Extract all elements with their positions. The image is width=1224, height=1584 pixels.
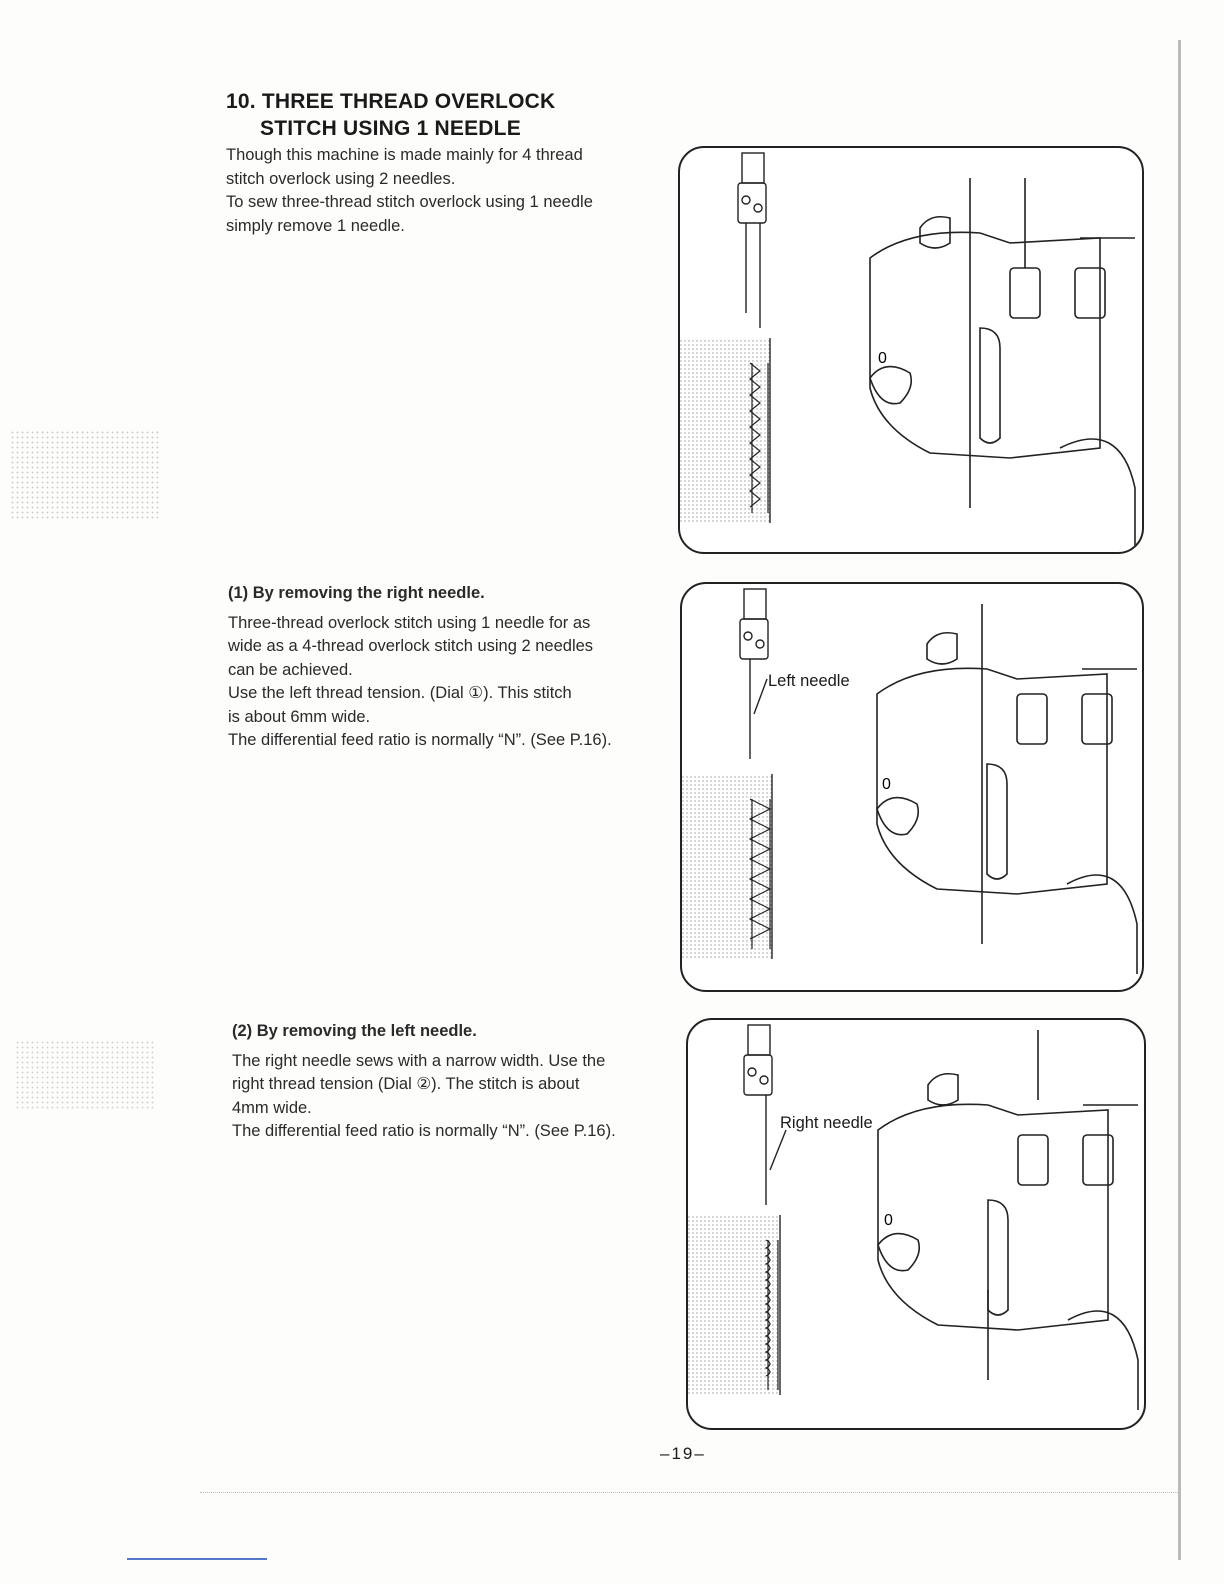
machine-illustration bbox=[688, 1020, 1144, 1428]
page-edge bbox=[1178, 40, 1181, 1560]
scan-edge-mark bbox=[127, 1558, 267, 1560]
part2-heading: (2) By removing the left needle. bbox=[232, 1022, 477, 1040]
machine-body bbox=[877, 604, 1137, 974]
needle-clamp bbox=[738, 153, 766, 328]
machine-illustration bbox=[682, 584, 1142, 990]
part1-line: is about 6mm wide. bbox=[228, 707, 371, 726]
page-number: –19– bbox=[660, 1444, 706, 1463]
figure-two-needles bbox=[678, 146, 1144, 554]
section-title bbox=[226, 88, 555, 142]
right-needle-callout: Right needle bbox=[780, 1114, 873, 1132]
part2-line: The right needle sews with a narrow width. Use the bbox=[232, 1051, 606, 1070]
machine-illustration bbox=[680, 148, 1142, 552]
intro-line: stitch overlock using 2 needles. bbox=[226, 169, 456, 188]
dial-zero-label: 0 bbox=[884, 1212, 893, 1229]
machine-body bbox=[870, 178, 1135, 548]
intro-line: Though this machine is made mainly for 4 thread bbox=[226, 146, 583, 164]
fabric-swatch bbox=[682, 774, 772, 959]
part2-line: 4mm wide. bbox=[232, 1098, 312, 1117]
title-line-2: STITCH USING 1 NEEDLE bbox=[260, 117, 521, 140]
fabric-swatch bbox=[680, 338, 770, 523]
scan-noise bbox=[15, 1040, 155, 1110]
scan-noise bbox=[10, 430, 160, 520]
part2-paragraph bbox=[232, 1020, 616, 1144]
part2-line: right thread tension (Dial ②). The stitch is about bbox=[232, 1075, 580, 1093]
intro-paragraph bbox=[226, 144, 593, 238]
left-needle-callout: Left needle bbox=[768, 672, 850, 690]
part1-line: wide as a 4-thread overlock stitch using 2 needles bbox=[228, 637, 594, 655]
bottom-rule bbox=[200, 1492, 1180, 1494]
intro-line: To sew three-thread stitch overlock using 1 needle bbox=[226, 193, 593, 211]
part1-heading: (1) By removing the right needle. bbox=[228, 584, 485, 602]
dial-zero-label: 0 bbox=[882, 776, 891, 793]
dial-zero-label: 0 bbox=[878, 350, 887, 367]
intro-line: simply remove 1 needle. bbox=[226, 216, 405, 235]
part1-line: The differential feed ratio is normally “N”. (See P.16). bbox=[228, 731, 612, 749]
figure-left-needle bbox=[680, 582, 1144, 992]
part1-line: Use the left thread tension. (Dial ①). This stitch bbox=[228, 684, 572, 702]
part1-paragraph bbox=[228, 582, 612, 753]
part1-line: Three-thread overlock stitch using 1 needle for as bbox=[228, 613, 591, 632]
part2-line: The differential feed ratio is normally “N”. (See P.16). bbox=[232, 1122, 616, 1140]
needle-clamp bbox=[740, 589, 768, 759]
title-line-1: 10. THREE THREAD OVERLOCK bbox=[226, 90, 556, 113]
machine-body bbox=[878, 1030, 1138, 1410]
part1-line: can be achieved. bbox=[228, 660, 353, 679]
figure-right-needle bbox=[686, 1018, 1146, 1430]
